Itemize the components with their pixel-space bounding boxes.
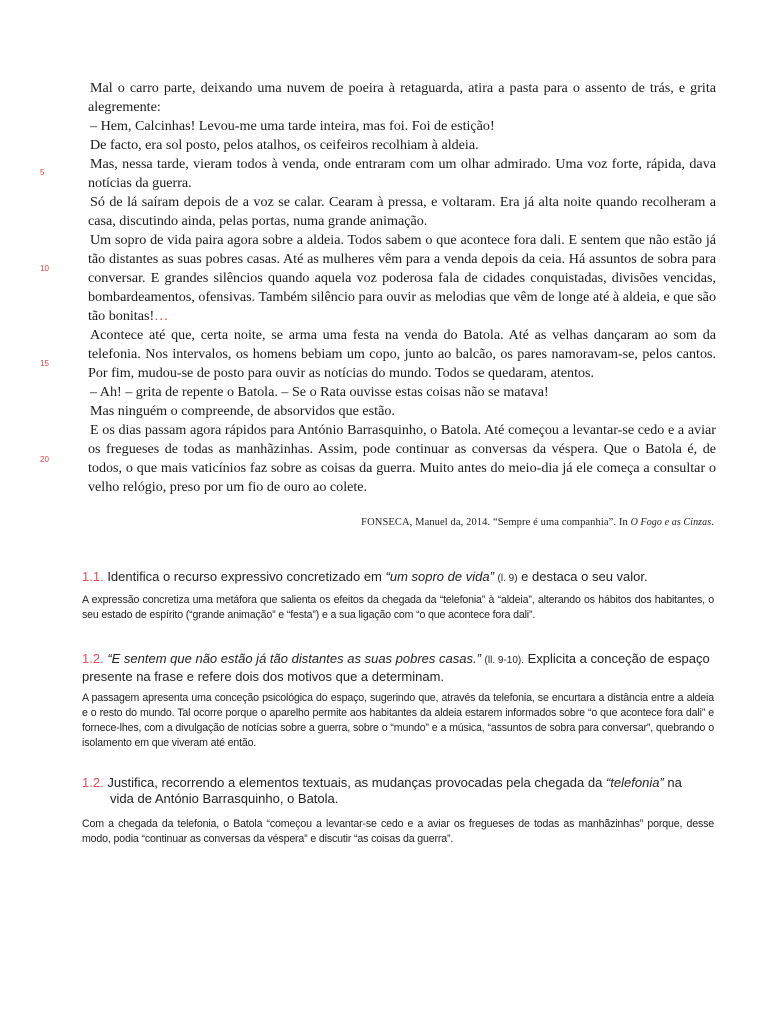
literary-excerpt (88, 79, 716, 497)
line-reference: (ll. 9-10). (484, 655, 524, 666)
paragraph (88, 231, 716, 326)
paragraph: Só de lá saíram depois de a voz se calar. Cearam à pressa, e voltaram. Era já alta noite quando recolheram a casa, discutindo ainda, pelas portas, numa grande animação. (88, 194, 716, 229)
line-reference: (l. 9) (497, 573, 518, 584)
ellipsis-mark: … (154, 308, 169, 324)
question-prompt-end: Explicita a conceção de espaço presente na frase e refere dois dos motivos que a determinam. (82, 651, 710, 684)
question-text (82, 651, 714, 685)
line-number: 15 (40, 359, 49, 368)
question-block (82, 569, 714, 623)
paragraph: Acontece até que, certa noite, se arma uma festa na venda do Batola. Até as velhas dançaram ao som da telefonia. Nos intervalos, os homens bebiam um copo, junto ao balcão, os pares namoravam-se, pelos cantos. Por fim, mudou-se de posto para ouvir as notícias do mundo. Todos se quedaram, atentos. (88, 327, 716, 381)
question-text (82, 775, 714, 807)
paragraph-text: Um sopro de vida paira agora sobre a aldeia. Todos sabem o que acontece fora dali. E sentem que não estão já tão distantes as suas pobres casas. Até as mulheres vêm para a venda depois da ceia. Há assuntos de sobra para conversar. E grandes silêncios quando aquela voz poderosa fala de cidades conquistadas, divisões vencidas, bombardeamentos, ofensivas. Também silêncio para ouvir as melodias que vêm de longe até à aldeia, e que são tão bonitas! (88, 232, 716, 324)
paragraph: Mas, nessa tarde, vieram todos à venda, onde entraram com um olhar admirado. Uma voz forte, rápida, dava notícias da guerra. (88, 156, 716, 191)
book-title: O Fogo e as Cinzas (630, 517, 712, 528)
paragraph: – Ah! – grita de repente o Batola. – Se o Rata ouvisse estas coisas não se matava! (90, 384, 549, 400)
answer-text: A expressão concretiza uma metáfora que salienta os efeitos da chegada da “telefonia” à “aldeia”, alterando os hábitos dos habitantes, o seu estado de espírito (“grande animação” e “festa”) e a sua ligação com “o que acontece fora dali”. (82, 594, 714, 621)
paragraph: De facto, era sol posto, pelos atalhos, os ceifeiros recolhiam à aldeia. (90, 137, 479, 153)
question-prompt-end: e destaca o seu valor. (521, 569, 648, 584)
answer-text: Com a chegada da telefonia, o Batola “começou a levantar-se cedo e a aviar os fregueses de todas as manhãzinhas” porque, desse modo, podia “continuar as conversas da véspera” e discutir “as coisas da guerra”. (82, 818, 714, 845)
paragraph: Mas ninguém o compreende, de absorvidos que estão. (90, 403, 395, 419)
question-quote: “telefonia” (605, 775, 664, 790)
question-number: 1.2. (82, 775, 104, 790)
question-text (82, 569, 714, 587)
question-block (82, 775, 714, 847)
question-prompt: Justifica, recorrendo a elementos textuais, as mudanças provocadas pela chegada da (107, 775, 603, 790)
citation-end: . (711, 517, 714, 528)
question-quote: “um sopro de vida” (385, 569, 494, 584)
question-quote: “E sentem que não estão já tão distantes as suas pobres casas.” (107, 651, 481, 666)
line-number: 20 (40, 455, 49, 464)
line-number: 10 (40, 264, 49, 273)
question-prompt-end: na (667, 775, 682, 790)
question-number: 1.2. (82, 651, 104, 666)
question-block (82, 651, 714, 751)
question-number: 1.1. (82, 569, 104, 584)
question-prompt: Identifica o recurso expressivo concretizado em (107, 569, 382, 584)
question-continuation: vida de António Barrasquinho, o Batola. (110, 791, 339, 806)
source-citation (361, 517, 714, 528)
paragraph: – Hem, Calcinhas! Levou-me uma tarde inteira, mas foi. Foi de estição! (90, 118, 495, 134)
answer-text: A passagem apresenta uma conceção psicológica do espaço, sugerindo que, através da telefonia, se encurtara a distância entre a aldeia e o resto do mundo. Tal ocorre porque o aparelho permite aos habitantes da aldeia estarem informados sobre “o que acontece fora dali” e fornece-lhes, com a divulgação de notícias sobre a guerra, sobre o “mundo” e a música, “assuntos de sobra para conversar”, quebrando o isolamento em que viveram até então. (82, 692, 714, 749)
citation-text: FONSECA, Manuel da, 2014. “Sempre é uma companhia”. In (361, 517, 628, 528)
paragraph: Mal o carro parte, deixando uma nuvem de poeira à retaguarda, atira a pasta para o assento de trás, e grita alegremente: (88, 80, 716, 115)
paragraph: E os dias passam agora rápidos para António Barrasquinho, o Batola. Até começou a levantar-se cedo e a aviar os fregueses de todas as manhãzinhas. Assim, pode continuar as conversas da véspera. Que o Batola é, de todos, o que mais vaticínios faz sobre as coisas da guerra. Muito antes do meio-dia já ele começa a consultar o velho relógio, preso por um fio de ouro ao colete. (88, 422, 716, 495)
line-number: 5 (40, 168, 45, 177)
